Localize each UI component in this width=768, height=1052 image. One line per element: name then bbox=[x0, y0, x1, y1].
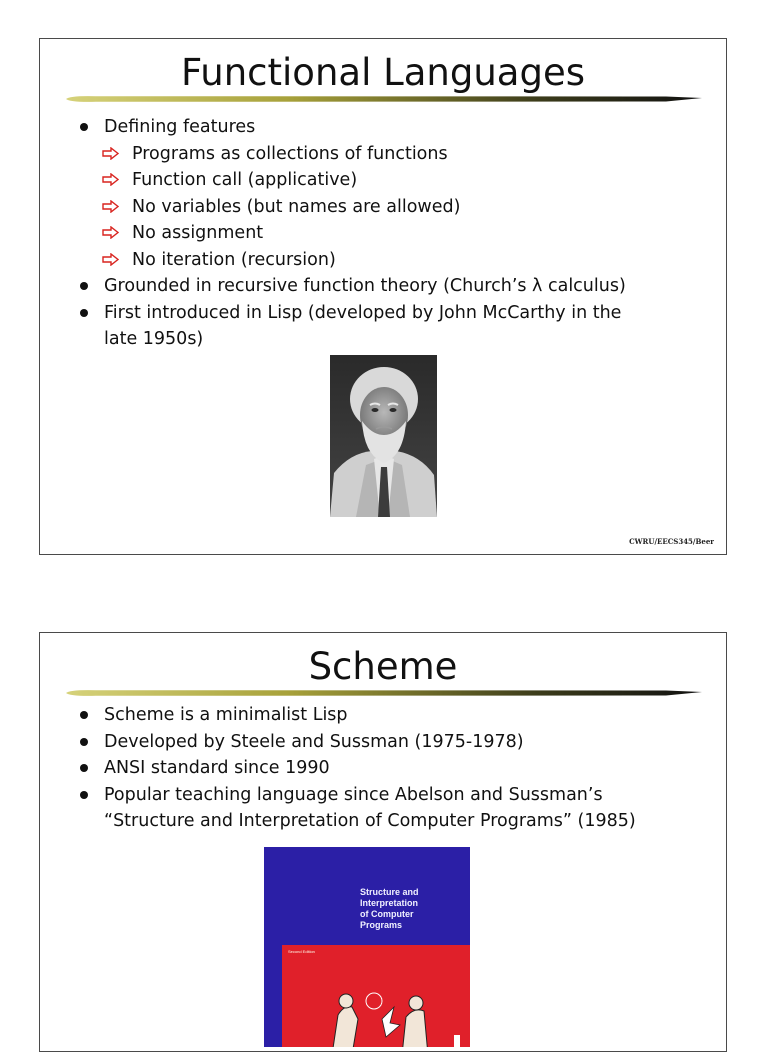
book-cover-image bbox=[264, 847, 470, 1047]
slide-scheme bbox=[39, 632, 727, 1052]
list-item-text: Defining features bbox=[104, 117, 256, 137]
bullet-dot-icon bbox=[80, 309, 88, 317]
list-item bbox=[80, 247, 706, 274]
list-item-text: No assignment bbox=[132, 223, 264, 243]
list-item-text: late 1950s) bbox=[104, 329, 204, 349]
list-item bbox=[80, 114, 706, 141]
list-item-text: No iteration (recursion) bbox=[132, 249, 336, 270]
bullet-list bbox=[80, 702, 706, 835]
title-underline bbox=[66, 95, 702, 103]
list-item-text: Scheme is a minimalist Lisp bbox=[104, 705, 348, 725]
book-title-line: Structure and bbox=[360, 887, 419, 897]
list-item bbox=[80, 167, 706, 194]
list-item bbox=[80, 755, 706, 782]
list-item-text: First introduced in Lisp (developed by John McCarthy in the bbox=[104, 302, 622, 323]
portrait-photo bbox=[330, 355, 437, 517]
arrow-bullet-icon bbox=[102, 226, 120, 239]
slide-title: Scheme bbox=[308, 645, 458, 688]
list-item-text: Function call (applicative) bbox=[132, 170, 358, 190]
list-item bbox=[80, 702, 706, 729]
list-item-continuation bbox=[80, 808, 706, 835]
arrow-bullet-icon bbox=[102, 253, 120, 266]
list-item bbox=[80, 300, 706, 327]
list-item-text: Developed by Steele and Sussman (1975-1978) bbox=[104, 731, 524, 752]
book-title-line: of Computer bbox=[360, 909, 414, 919]
bullet-dot-icon bbox=[80, 791, 88, 799]
book-title-line: Interpretation bbox=[360, 898, 419, 908]
list-item bbox=[80, 220, 706, 247]
title-underline bbox=[66, 689, 702, 697]
list-item-text: Programs as collections of functions bbox=[132, 143, 448, 164]
bullet-dot-icon bbox=[80, 711, 88, 719]
book-cover-red-panel bbox=[282, 945, 470, 1047]
list-item bbox=[80, 729, 706, 756]
book-edition-label: Second Edition bbox=[288, 949, 315, 954]
list-item-text: No variables (but names are allowed) bbox=[132, 196, 461, 217]
bullet-dot-icon bbox=[80, 282, 88, 290]
list-item bbox=[80, 194, 706, 221]
bullet-dot-icon bbox=[80, 764, 88, 772]
list-item-text: Grounded in recursive function theory (Church’s λ calculus) bbox=[104, 276, 626, 296]
arrow-bullet-icon bbox=[102, 200, 120, 213]
list-item bbox=[80, 782, 706, 809]
bullet-list bbox=[80, 114, 706, 353]
arrow-bullet-icon bbox=[102, 173, 120, 186]
slide-functional-languages bbox=[39, 38, 727, 555]
book-cover-illustration bbox=[282, 945, 470, 1047]
list-item-continuation bbox=[80, 326, 706, 353]
list-item bbox=[80, 141, 706, 168]
arrow-bullet-icon bbox=[102, 147, 120, 160]
book-cover-title bbox=[360, 887, 460, 931]
slide-footer: CWRU/EECS345/Beer bbox=[629, 537, 714, 546]
slide-title: Functional Languages bbox=[181, 51, 585, 94]
list-item-text: “Structure and Interpretation of Computer Programs” (1985) bbox=[104, 811, 636, 831]
list-item-text: ANSI standard since 1990 bbox=[104, 758, 330, 778]
list-item bbox=[80, 273, 706, 300]
bullet-dot-icon bbox=[80, 123, 88, 131]
bullet-dot-icon bbox=[80, 738, 88, 746]
book-title-line: Programs bbox=[360, 920, 403, 930]
list-item-text: Popular teaching language since Abelson and Sussman’s bbox=[104, 784, 603, 805]
